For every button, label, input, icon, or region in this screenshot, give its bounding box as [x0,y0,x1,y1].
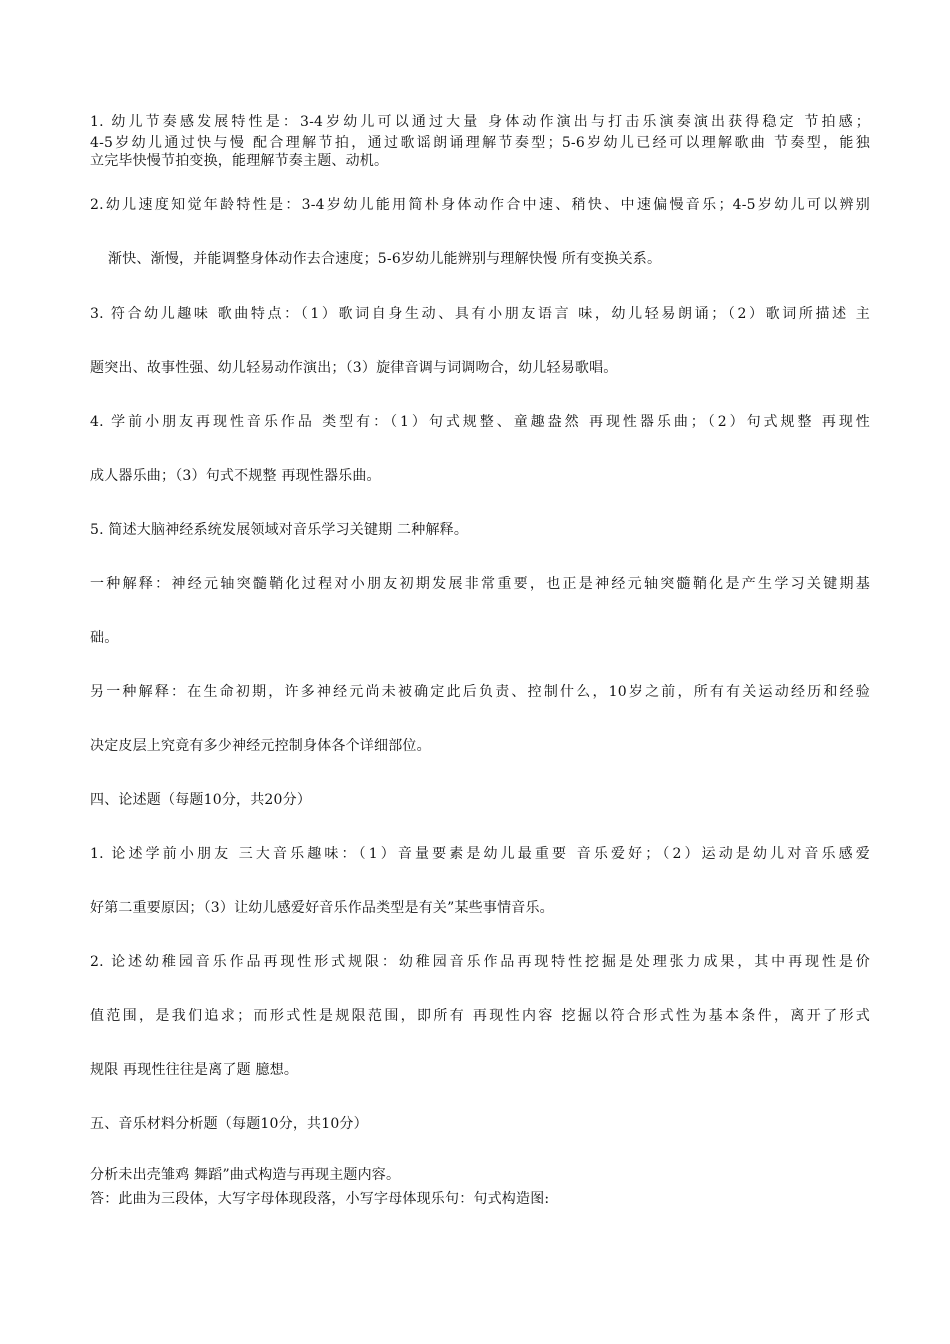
analysis-question: 分析未出壳雏鸡 舞蹈”曲式构造与再现主题内容。 [90,1167,401,1183]
q2-line-1: 2.幼儿速度知觉年龄特性是：3-4岁幼儿能用简朴身体动作合中速、稍快、中速偏慢音乐；4-5岁幼儿可以辨别 [90,197,870,213]
essay-1-line-2: 好第二重要原因；（3）让幼儿感爱好音乐作品类型是有关”某些事情音乐。 [90,900,554,916]
q3-line-1: 3. 符合幼儿趣味 歌曲特点：（1）歌词自身生动、具有小朋友语言 味，幼儿轻易朗诵；（2）歌词所描述 主 [90,306,870,322]
explanation-2-line-2: 决定皮层上究竟有多少神经元控制身体各个详细部位。 [90,738,431,754]
q1-line-1: 1. 幼儿节奏感发展特性是：3-4岁幼儿可以通过大量 身体动作演出与打击乐演奏演出获得稳定 节拍感； [90,114,870,130]
q5-heading: 5. 简述大脑神经系统发展领域对音乐学习关键期 二种解释。 [90,522,469,538]
explanation-1-line-2: 础。 [90,630,119,646]
section-5-heading: 五、音乐材料分析题（每题10分，共10分） [90,1116,368,1132]
essay-1-line-1: 1. 论述学前小朋友 三大音乐趣味：（1）音量要素是幼儿最重要 音乐爱好；（2）运动是幼儿对音乐感爱 [90,846,870,862]
q2-line-2: 渐快、渐慢，并能调整身体动作去合速度；5-6岁幼儿能辨别与理解快慢 所有变换关系。 [108,251,662,267]
q4-line-2: 成人器乐曲；（3）句式不规整 再现性器乐曲。 [90,468,381,484]
q4-line-1: 4. 学前小朋友再现性音乐作品 类型有：（1）句式规整、童趣盎然 再现性器乐曲；（2）句式规整 再现性 [90,414,870,430]
q3-line-2: 题突出、故事性强、幼儿轻易动作演出；（3）旋律音调与词调吻合，幼儿轻易歌唱。 [90,360,618,376]
q1-line-2: 4-5岁幼儿通过快与慢 配合理解节拍，通过歌谣朗诵理解节奏型；5-6岁幼儿已经可以理解歌曲 节奏型，能独 [90,135,870,151]
explanation-1-line-1: 一种解释：神经元轴突髓鞘化过程对小朋友初期发展非常重要，也正是神经元轴突髓鞘化是产生学习关键期基 [90,576,870,592]
essay-2-line-2: 值范围，是我们追求；而形式性是规限范围，即所有 再现性内容 挖掘以符合形式性为基本条件，离开了形式 [90,1008,870,1024]
analysis-answer: 答：此曲为三段体，大写字母体现段落，小写字母体现乐句：句式构造图: [90,1191,550,1207]
essay-2-line-3: 规限 再现性往往是离了题 臆想。 [90,1062,299,1078]
section-4-heading: 四、论述题（每题10分，共20分） [90,792,312,808]
q1-line-3: 立完毕快慢节拍变换，能理解节奏主题、动机。 [90,153,389,169]
explanation-2-line-1: 另一种解释：在生命初期，许多神经元尚未被确定此后负责、控制什么，10岁之前，所有有关运动经历和经验 [90,684,870,700]
essay-2-line-1: 2. 论述幼稚园音乐作品再现性形式规限：幼稚园音乐作品再现特性挖掘是处理张力成果，其中再现性是价 [90,954,870,970]
